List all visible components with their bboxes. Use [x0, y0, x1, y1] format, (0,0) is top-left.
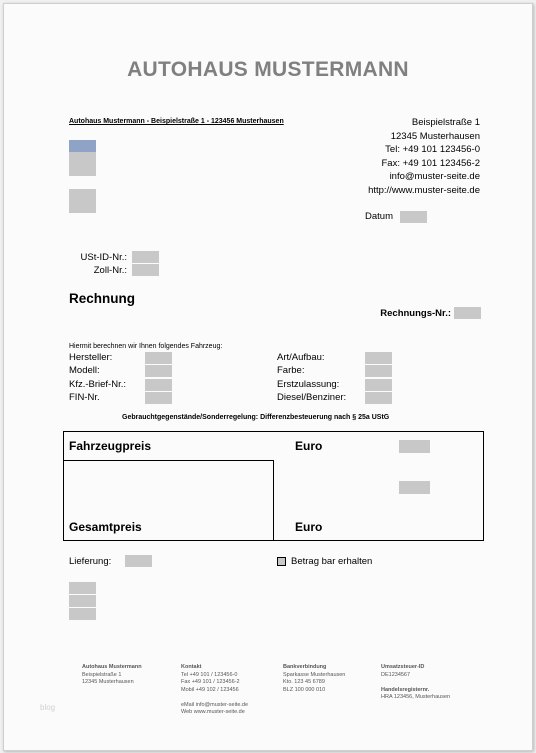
address-street: Beispielstraße 1 [411, 117, 480, 128]
footer-contact-fax: Fax +49 101 / 123456-2 [181, 679, 240, 685]
price-box-divider-horizontal [63, 460, 274, 461]
recipient-field-2[interactable] [69, 152, 96, 176]
address-web: http://www.muster-seite.de [368, 184, 480, 196]
address-fax: Fax: +49 101 123456-2 [381, 157, 480, 169]
erstzulassung-label: Erstzulassung: [277, 379, 340, 390]
steuer-field[interactable] [399, 481, 430, 494]
footer-contact-web: Web www.muster-seite.de [181, 709, 245, 715]
address-email: info@muster-seite.de [389, 171, 480, 182]
footer-tax-spacer [381, 679, 450, 687]
footer-bank-name: Sparkasse Musterhausen [283, 671, 346, 678]
rechnungs-nr-field[interactable] [454, 307, 481, 319]
erstzulassung-field[interactable] [365, 379, 392, 391]
diesel-benziner-label: Diesel/Benziner: [277, 392, 347, 403]
betrag-bar-label: Betrag bar erhalten [291, 556, 373, 567]
diesel-benziner-field[interactable] [365, 392, 392, 404]
recipient-field-3[interactable] [69, 189, 96, 213]
signature-field-1[interactable] [69, 582, 96, 594]
datum-label: Datum [365, 211, 393, 222]
price-box-divider-vertical [273, 460, 274, 541]
hersteller-label: Hersteller: [69, 352, 113, 363]
address-tel: Tel: +49 101 123456-0 [385, 144, 480, 155]
euro-label-1: Euro [295, 439, 323, 453]
betrag-bar-checkbox[interactable] [277, 557, 286, 566]
signature-field-3[interactable] [69, 608, 96, 620]
zoll-field[interactable] [132, 264, 159, 276]
footer-contact-spacer [181, 694, 248, 702]
fin-label: FIN-Nr. [69, 392, 100, 403]
art-aufbau-field[interactable] [365, 352, 392, 364]
fahrzeugpreis-label: Fahrzeugpreis [69, 439, 152, 453]
datum-field[interactable] [400, 211, 427, 223]
recipient-field-1[interactable] [69, 140, 96, 152]
intro-text: Hiermit berechnen wir Ihnen folgendes Fahrzeug: [69, 343, 223, 350]
rechnung-heading: Rechnung [69, 291, 135, 306]
modell-label: Modell: [69, 365, 100, 376]
lieferung-label: Lieferung: [69, 556, 112, 567]
footer-company [82, 664, 142, 687]
gesamtpreis-label: Gesamtpreis [69, 520, 142, 534]
ust-id-label: USt-ID-Nr.: [80, 252, 127, 263]
footer-bank-blz: BLZ 100 000 010 [283, 686, 326, 693]
footer-company-street: Beispielstraße 1 [82, 671, 122, 678]
modell-field[interactable] [145, 365, 172, 377]
footer-company-city: 12345 Musterhausen [82, 679, 134, 685]
footer-bank-head: Bankverbindung [283, 664, 327, 670]
footer-contact-tel: Tel +49 101 / 123456-0 [181, 671, 238, 678]
footer-company-head: Autohaus Mustermann [82, 664, 142, 670]
rechnungs-nr-label: Rechnungs-Nr.: [380, 308, 451, 319]
farbe-field[interactable] [365, 365, 392, 377]
euro-label-2: Euro [295, 520, 323, 534]
footer-tax-head: Umsatzsteuer-ID [381, 664, 425, 670]
lieferung-field[interactable] [125, 555, 152, 567]
footer-register-head: Handelsregisternr. [381, 686, 430, 693]
footer-tax-id: DE1234567 [381, 671, 411, 678]
address-city: 12345 Musterhausen [390, 130, 480, 142]
watermark: blog [40, 703, 56, 712]
zoll-label: Zoll-Nr.: [93, 265, 127, 276]
footer-contact-email: eMail info@muster-seite.de [181, 701, 249, 708]
footer-bank [283, 664, 345, 694]
company-address [368, 116, 480, 197]
farbe-label: Farbe: [277, 365, 305, 376]
art-aufbau-label: Art/Aufbau: [277, 352, 325, 363]
fahrzeugpreis-field[interactable] [399, 440, 430, 453]
footer-contact-head: Kontakt [181, 664, 202, 670]
kfz-brief-label: Kfz.-Brief-Nr.: [69, 379, 127, 390]
regelung-text: Gebrauchtgegenstände/Sonderregelung: Differenzbesteuerung nach § 25a UStG [122, 414, 390, 421]
footer-bank-account: Kto. 123 45 6789 [283, 679, 325, 685]
footer-contact-mobil: Mobil +49 102 / 123456 [181, 686, 239, 693]
company-title: AUTOHAUS MUSTERMANN [127, 58, 409, 81]
footer-contact [181, 664, 248, 717]
footer-tax [381, 664, 450, 702]
signature-field-2[interactable] [69, 595, 96, 607]
kfz-brief-field[interactable] [145, 379, 172, 391]
fin-field[interactable] [145, 392, 172, 404]
hersteller-field[interactable] [145, 352, 172, 364]
ust-id-field[interactable] [132, 251, 159, 263]
footer-register-nr: HRA 123456, Musterhausen [381, 694, 451, 700]
sender-address-line: Autohaus Mustermann - Beispielstraße 1 - 123456 Musterhausen [69, 118, 284, 125]
